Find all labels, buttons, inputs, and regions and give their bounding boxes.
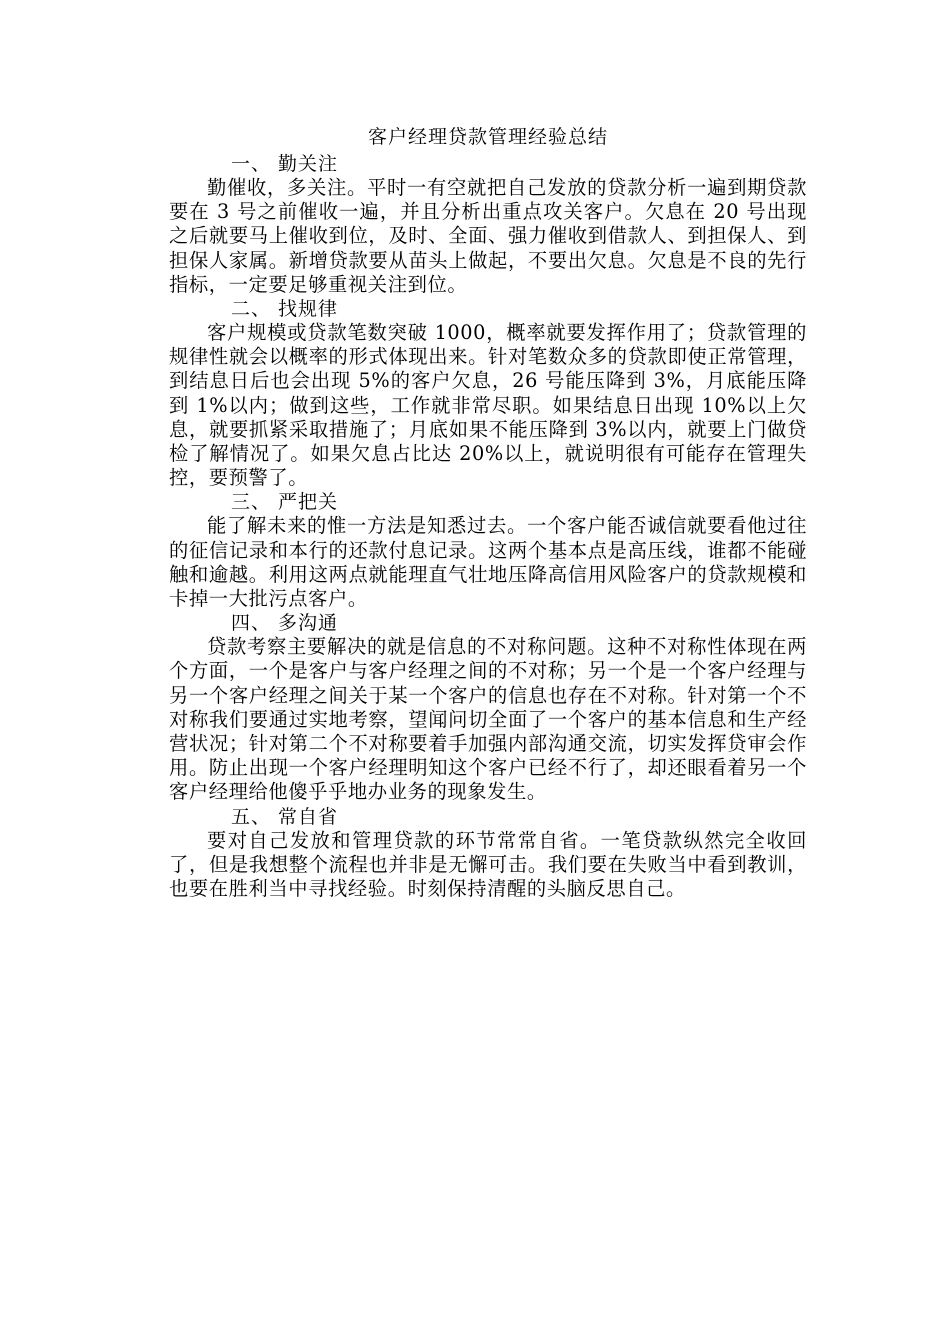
section-5 (169, 805, 807, 902)
section-2 (169, 297, 807, 490)
section-body: 能了解未来的惟一方法是知悉过去。一个客户能否诚信就要看他过往的征信记录和本行的还款付息记录。这两个基本点是高压线，谁都不能碰触和逾越。利用这两点就能理直气壮地压降高信用风险客户的贷款规模和卡掉一大批污点客户。 (169, 514, 807, 611)
section-body: 勤催收，多关注。平时一有空就把自己发放的贷款分析一遍到期贷款要在 3 号之前催收一遍，并且分析出重点攻关客户。欠息在 20 号出现之后就要马上催收到位，及时、全面、强力催收到借款人、到担保人、到担保人家属。新增贷款要从苗头上做起，不要出欠息。欠息是不良的先行指标，一定要足够重视关注到位。 (169, 176, 807, 296)
section-body: 要对自己发放和管理贷款的环节常常自省。一笔贷款纵然完全收回了，但是我想整个流程也并非是无懈可击。我们要在失败当中看到教训，也要在胜利当中寻找经验。时刻保持清醒的头脑反思自己。 (169, 828, 807, 901)
section-heading: 二、 找规律 (231, 298, 339, 321)
section-heading: 一、 勤关注 (231, 153, 339, 175)
section-4 (169, 611, 807, 804)
document-page (169, 122, 807, 901)
section-3 (169, 490, 807, 611)
document-title: 客户经理贷款管理经验总结 (367, 126, 608, 148)
section-heading: 四、 多沟通 (231, 612, 339, 635)
section-body: 贷款考察主要解决的就是信息的不对称问题。这种不对称性体现在两个方面，一个是客户与客户经理之间的不对称；另一个是一个客户经理与另一个客户经理之间关于某一个客户的信息也存在不对称。针对第一个不对称我们要通过实地考察，望闻问切全面了一个客户的基本信息和生产经营状况；针对第二个不对称要着手加强内部沟通交流，切实发挥贷审会作用。防止出现一个客户经理明知这个客户已经不行了，却还眼看着另一个客户经理给他傻乎乎地办业务的现象发生。 (169, 635, 807, 804)
section-1 (169, 152, 807, 297)
section-heading: 五、 常自省 (231, 805, 339, 828)
section-heading: 三、 严把关 (231, 491, 339, 514)
section-body: 客户规模或贷款笔数突破 1000，概率就要发挥作用了；贷款管理的规律性就会以概率的形式体现出来。针对笔数众多的贷款即使正常管理，到结息日后也会出现 5%的客户欠息，26 号能压降到 3%，月底能压降到 1%以内；做到这些，工作就非常尽职。如果结息日出现 10%以上欠息，就要抓紧采取措施了；月底如果不能压降到 3%以内，就要上门做贷检了解情况了。如果欠息占比达 20%以上，就说明很有可能存在管理失控，要预警了。 (169, 321, 807, 490)
